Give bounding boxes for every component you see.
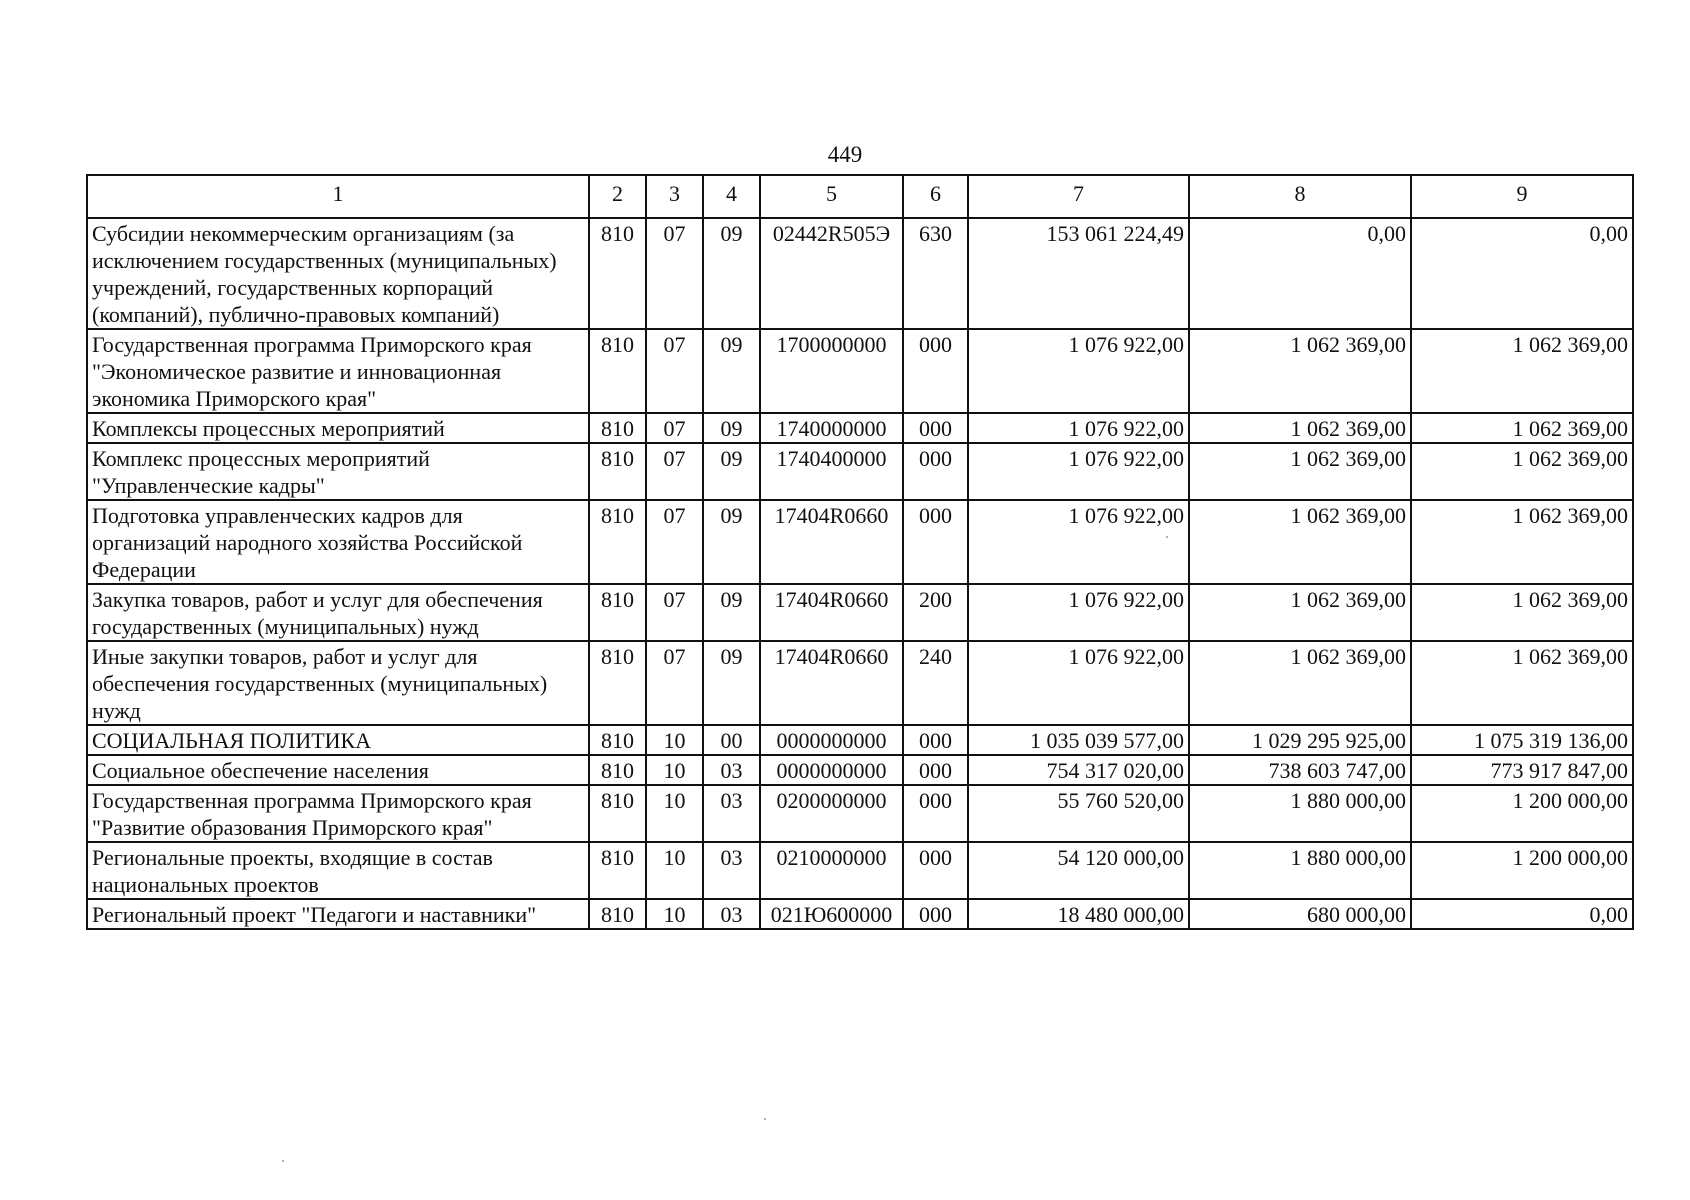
header-col-3: 3 <box>646 175 703 218</box>
code-cell-5: 1740400000 <box>760 443 903 500</box>
code-cell-5: 0000000000 <box>760 725 903 755</box>
code-cell-2: 810 <box>589 443 646 500</box>
code-cell-3: 10 <box>646 899 703 929</box>
table-header <box>87 175 1633 218</box>
code-cell-5: 021Ю600000 <box>760 899 903 929</box>
code-cell-3: 07 <box>646 443 703 500</box>
header-col-5: 5 <box>760 175 903 218</box>
amount-cell-8: 738 603 747,00 <box>1189 755 1411 785</box>
code-cell-6: 000 <box>903 785 968 842</box>
table-row <box>87 584 1633 641</box>
code-cell-3: 07 <box>646 641 703 725</box>
code-cell-5: 02442R505Э <box>760 218 903 329</box>
amount-cell-8: 1 062 369,00 <box>1189 584 1411 641</box>
amount-cell-7: 1 076 922,00 <box>968 584 1189 641</box>
code-cell-3: 10 <box>646 755 703 785</box>
code-cell-5: 1740000000 <box>760 413 903 443</box>
table-row <box>87 329 1633 413</box>
amount-cell-9: 1 062 369,00 <box>1411 329 1633 413</box>
code-cell-5: 17404R0660 <box>760 641 903 725</box>
scan-speck <box>282 1160 284 1162</box>
amount-cell-7: 54 120 000,00 <box>968 842 1189 899</box>
table-body <box>87 218 1633 929</box>
header-col-2: 2 <box>589 175 646 218</box>
amount-cell-8: 1 062 369,00 <box>1189 641 1411 725</box>
amount-cell-8: 680 000,00 <box>1189 899 1411 929</box>
code-cell-3: 07 <box>646 413 703 443</box>
budget-table <box>86 174 1634 930</box>
row-name-cell: Социальное обеспечение населения <box>87 755 589 785</box>
code-cell-6: 000 <box>903 899 968 929</box>
code-cell-2: 810 <box>589 218 646 329</box>
code-cell-2: 810 <box>589 785 646 842</box>
amount-cell-9: 1 062 369,00 <box>1411 443 1633 500</box>
row-name-cell: Государственная программа Приморского края "Экономическое развитие и инновационная экономика Приморского края" <box>87 329 589 413</box>
code-cell-4: 09 <box>703 218 760 329</box>
scan-speck <box>764 1118 766 1120</box>
code-cell-5: 0200000000 <box>760 785 903 842</box>
code-cell-6: 000 <box>903 329 968 413</box>
table-row <box>87 725 1633 755</box>
code-cell-2: 810 <box>589 500 646 584</box>
code-cell-4: 03 <box>703 899 760 929</box>
code-cell-3: 10 <box>646 785 703 842</box>
header-col-9: 9 <box>1411 175 1633 218</box>
code-cell-5: 17404R0660 <box>760 500 903 584</box>
header-col-8: 8 <box>1189 175 1411 218</box>
code-cell-6: 000 <box>903 842 968 899</box>
amount-cell-9: 1 200 000,00 <box>1411 785 1633 842</box>
code-cell-2: 810 <box>589 329 646 413</box>
row-name-cell: Региональный проект "Педагоги и наставники" <box>87 899 589 929</box>
code-cell-4: 09 <box>703 584 760 641</box>
code-cell-2: 810 <box>589 725 646 755</box>
code-cell-3: 07 <box>646 500 703 584</box>
code-cell-3: 07 <box>646 329 703 413</box>
code-cell-6: 000 <box>903 755 968 785</box>
row-name-cell: Государственная программа Приморского края "Развитие образования Приморского края" <box>87 785 589 842</box>
row-name-cell: Иные закупки товаров, работ и услуг для обеспечения государственных (муниципальных) нужд <box>87 641 589 725</box>
amount-cell-8: 1 062 369,00 <box>1189 443 1411 500</box>
amount-cell-8: 1 029 295 925,00 <box>1189 725 1411 755</box>
code-cell-2: 810 <box>589 584 646 641</box>
code-cell-5: 17404R0660 <box>760 584 903 641</box>
header-col-4: 4 <box>703 175 760 218</box>
table-row <box>87 641 1633 725</box>
scan-speck <box>1166 536 1168 538</box>
table-row <box>87 842 1633 899</box>
amount-cell-9: 1 200 000,00 <box>1411 842 1633 899</box>
amount-cell-7: 153 061 224,49 <box>968 218 1189 329</box>
row-name-cell: Комплексы процессных мероприятий <box>87 413 589 443</box>
code-cell-4: 00 <box>703 725 760 755</box>
amount-cell-7: 18 480 000,00 <box>968 899 1189 929</box>
amount-cell-9: 1 062 369,00 <box>1411 584 1633 641</box>
code-cell-4: 03 <box>703 842 760 899</box>
row-name-cell: Закупка товаров, работ и услуг для обеспечения государственных (муниципальных) нужд <box>87 584 589 641</box>
table-row <box>87 500 1633 584</box>
row-name-cell: Субсидии некоммерческим организациям (за исключением государственных (муниципальных) учреждений, государственных корпораций (компаний), публично-правовых компаний) <box>87 218 589 329</box>
code-cell-6: 630 <box>903 218 968 329</box>
code-cell-6: 000 <box>903 500 968 584</box>
code-cell-3: 07 <box>646 218 703 329</box>
row-name-cell: Региональные проекты, входящие в состав национальных проектов <box>87 842 589 899</box>
code-cell-2: 810 <box>589 899 646 929</box>
table-row <box>87 413 1633 443</box>
code-cell-5: 0000000000 <box>760 755 903 785</box>
amount-cell-9: 0,00 <box>1411 899 1633 929</box>
code-cell-4: 09 <box>703 443 760 500</box>
code-cell-4: 09 <box>703 641 760 725</box>
code-cell-4: 03 <box>703 785 760 842</box>
code-cell-2: 810 <box>589 842 646 899</box>
amount-cell-9: 1 062 369,00 <box>1411 500 1633 584</box>
amount-cell-9: 0,00 <box>1411 218 1633 329</box>
amount-cell-7: 754 317 020,00 <box>968 755 1189 785</box>
code-cell-4: 09 <box>703 329 760 413</box>
header-row <box>87 175 1633 218</box>
table-row <box>87 899 1633 929</box>
code-cell-2: 810 <box>589 755 646 785</box>
amount-cell-8: 0,00 <box>1189 218 1411 329</box>
row-name-cell: Комплекс процессных мероприятий "Управленческие кадры" <box>87 443 589 500</box>
table-row <box>87 443 1633 500</box>
amount-cell-9: 1 062 369,00 <box>1411 641 1633 725</box>
table-row <box>87 218 1633 329</box>
table-row <box>87 785 1633 842</box>
code-cell-6: 000 <box>903 443 968 500</box>
code-cell-3: 10 <box>646 842 703 899</box>
amount-cell-7: 1 076 922,00 <box>968 641 1189 725</box>
code-cell-4: 09 <box>703 413 760 443</box>
code-cell-3: 07 <box>646 584 703 641</box>
code-cell-4: 09 <box>703 500 760 584</box>
amount-cell-8: 1 062 369,00 <box>1189 500 1411 584</box>
amount-cell-7: 1 035 039 577,00 <box>968 725 1189 755</box>
code-cell-6: 000 <box>903 725 968 755</box>
row-name-cell: Подготовка управленческих кадров для организаций народного хозяйства Российской Федерации <box>87 500 589 584</box>
code-cell-4: 03 <box>703 755 760 785</box>
code-cell-2: 810 <box>589 641 646 725</box>
code-cell-6: 240 <box>903 641 968 725</box>
header-col-7: 7 <box>968 175 1189 218</box>
amount-cell-7: 1 076 922,00 <box>968 329 1189 413</box>
amount-cell-7: 1 076 922,00 <box>968 413 1189 443</box>
code-cell-2: 810 <box>589 413 646 443</box>
header-col-6: 6 <box>903 175 968 218</box>
amount-cell-8: 1 062 369,00 <box>1189 329 1411 413</box>
amount-cell-8: 1 062 369,00 <box>1189 413 1411 443</box>
amount-cell-9: 1 075 319 136,00 <box>1411 725 1633 755</box>
header-col-1: 1 <box>87 175 589 218</box>
amount-cell-7: 1 076 922,00 <box>968 443 1189 500</box>
row-name-cell: СОЦИАЛЬНАЯ ПОЛИТИКА <box>87 725 589 755</box>
amount-cell-9: 1 062 369,00 <box>1411 413 1633 443</box>
code-cell-3: 10 <box>646 725 703 755</box>
amount-cell-7: 1 076 922,00 <box>968 500 1189 584</box>
code-cell-6: 000 <box>903 413 968 443</box>
code-cell-5: 0210000000 <box>760 842 903 899</box>
amount-cell-8: 1 880 000,00 <box>1189 842 1411 899</box>
amount-cell-8: 1 880 000,00 <box>1189 785 1411 842</box>
code-cell-5: 1700000000 <box>760 329 903 413</box>
page-number: 449 <box>827 142 863 167</box>
table-row <box>87 755 1633 785</box>
amount-cell-7: 55 760 520,00 <box>968 785 1189 842</box>
code-cell-6: 200 <box>903 584 968 641</box>
amount-cell-9: 773 917 847,00 <box>1411 755 1633 785</box>
